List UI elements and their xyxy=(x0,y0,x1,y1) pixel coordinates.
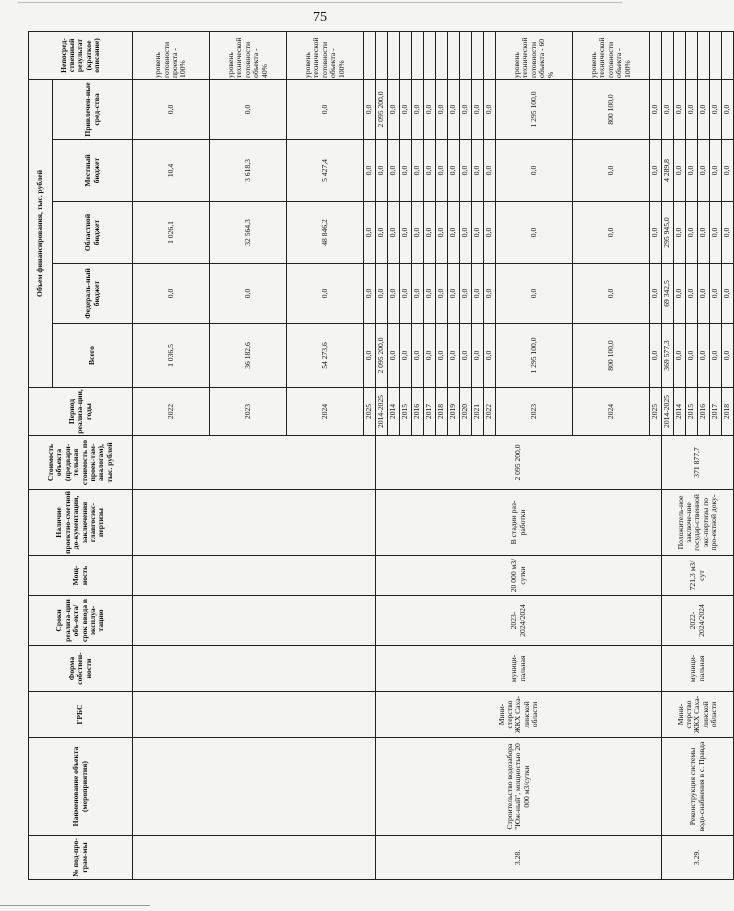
federal-cell: 0,0 xyxy=(364,264,376,324)
federal-cell: 0,0 xyxy=(484,264,496,324)
local-cell: 0,0 xyxy=(674,140,686,202)
total-cell: 54 273,6 xyxy=(287,324,364,388)
docs-cell xyxy=(133,490,376,556)
page-number: 75 xyxy=(313,10,327,25)
total-cell: 0,0 xyxy=(364,324,376,388)
object-grbs: Мини-стерство ЖКХ Саха-линской области xyxy=(376,692,662,738)
table-row xyxy=(662,31,674,879)
regional-cell: 0,0 xyxy=(496,202,573,264)
header-federal: Федераль-ный бюджет xyxy=(53,264,133,324)
funding-table xyxy=(28,31,734,880)
local-cell: 0,0 xyxy=(424,140,436,202)
attracted-cell: 0,0 xyxy=(133,79,210,139)
total-cell: 0,0 xyxy=(412,324,424,388)
object-grbs: Мини-стерство ЖКХ Саха-линской области xyxy=(662,692,734,738)
attracted-cell: 0,0 xyxy=(686,79,698,139)
local-cell: 0,0 xyxy=(472,140,484,202)
attracted-cell: 0,0 xyxy=(448,79,460,139)
object-power: 721,3 м3/сут xyxy=(662,556,734,596)
local-cell: 0,0 xyxy=(448,140,460,202)
period-cell: 2025 xyxy=(650,388,662,436)
attracted-cell: 2 095 200,0 xyxy=(376,79,388,139)
header-cost: Стоимость объекта (предвари-тельная стоимость по проек-там-аналогам), тыс. рублей xyxy=(29,436,133,490)
total-cell: 0,0 xyxy=(388,324,400,388)
local-cell: 0,0 xyxy=(400,140,412,202)
attracted-cell: 0,0 xyxy=(722,79,734,139)
regional-cell: 0,0 xyxy=(400,202,412,264)
local-cell: 0,0 xyxy=(460,140,472,202)
period-cell: 2014 xyxy=(388,388,400,436)
attracted-cell: 0,0 xyxy=(412,79,424,139)
header-attracted: Привлечен-ные сред-ства xyxy=(53,79,133,139)
result-cell xyxy=(364,31,376,79)
attracted-cell: 0,0 xyxy=(460,79,472,139)
power-cell xyxy=(133,556,376,596)
local-cell: 0,0 xyxy=(496,140,573,202)
federal-cell: 0,0 xyxy=(436,264,448,324)
header-regional: Областной бюджет xyxy=(53,202,133,264)
federal-cell: 0,0 xyxy=(650,264,662,324)
local-cell: 0,0 xyxy=(686,140,698,202)
local-cell: 0,0 xyxy=(484,140,496,202)
federal-cell: 0,0 xyxy=(448,264,460,324)
object-term: 2023-2024/2024 xyxy=(376,596,662,646)
local-cell: 0,0 xyxy=(388,140,400,202)
result-cell: уровень технической готовности объекта - 100% xyxy=(573,31,650,79)
regional-cell: 0,0 xyxy=(388,202,400,264)
attracted-cell: 0,0 xyxy=(484,79,496,139)
regional-cell: 0,0 xyxy=(460,202,472,264)
local-cell: 0,0 xyxy=(412,140,424,202)
result-cell xyxy=(376,31,388,79)
regional-cell: 0,0 xyxy=(424,202,436,264)
regional-cell: 0,0 xyxy=(364,202,376,264)
result-cell xyxy=(388,31,400,79)
federal-cell: 0,0 xyxy=(710,264,722,324)
attracted-cell: 0,0 xyxy=(674,79,686,139)
result-cell xyxy=(662,31,674,79)
period-cell: 2022 xyxy=(133,388,210,436)
table-body xyxy=(133,31,734,879)
period-cell: 2017 xyxy=(424,388,436,436)
period-cell: 2015 xyxy=(400,388,412,436)
local-cell: 0,0 xyxy=(436,140,448,202)
attracted-cell: 1 295 100,0 xyxy=(496,79,573,139)
regional-cell: 0,0 xyxy=(472,202,484,264)
table-row xyxy=(376,31,388,879)
federal-cell: 0,0 xyxy=(287,264,364,324)
attracted-cell: 800 100,0 xyxy=(573,79,650,139)
result-cell xyxy=(448,31,460,79)
object-ownership: муници-пальная xyxy=(662,646,734,692)
attracted-cell: 0,0 xyxy=(698,79,710,139)
period-cell: 2024 xyxy=(573,388,650,436)
total-cell: 0,0 xyxy=(460,324,472,388)
federal-cell: 0,0 xyxy=(388,264,400,324)
period-cell: 2018 xyxy=(436,388,448,436)
period-cell: 2016 xyxy=(698,388,710,436)
result-cell: уровень готовности проекта - 100% xyxy=(133,31,210,79)
total-cell: 0,0 xyxy=(722,324,734,388)
regional-cell: 0,0 xyxy=(376,202,388,264)
header-term: Сроки реализа-ции объ-екта/срок ввода в эксплуа-тацию xyxy=(29,596,133,646)
federal-cell: 0,0 xyxy=(573,264,650,324)
total-cell: 1 295 100,0 xyxy=(496,324,573,388)
header-docs: Наличие проектно-сметной до-кументации, заключения главгосэкс-пертизы xyxy=(29,490,133,556)
header-period: Период реализа-ции, годы xyxy=(29,388,133,436)
total-cell: 0,0 xyxy=(686,324,698,388)
result-cell xyxy=(698,31,710,79)
period-cell: 2018 xyxy=(722,388,734,436)
result-cell xyxy=(424,31,436,79)
header-power: Мощ-ность xyxy=(29,556,133,596)
federal-cell: 0,0 xyxy=(674,264,686,324)
local-cell: 0,0 xyxy=(376,140,388,202)
regional-cell: 295 945,0 xyxy=(662,202,674,264)
table-row xyxy=(133,31,210,879)
attracted-cell: 0,0 xyxy=(710,79,722,139)
attracted-cell: 0,0 xyxy=(364,79,376,139)
total-cell: 0,0 xyxy=(424,324,436,388)
attracted-cell: 0,0 xyxy=(210,79,287,139)
period-cell: 2014-2025 xyxy=(376,388,388,436)
regional-cell: 0,0 xyxy=(710,202,722,264)
result-cell xyxy=(710,31,722,79)
object-name: Строительство водозабора "Юж-ный", мощностью 20 000 м3/сутки xyxy=(376,738,662,836)
federal-cell: 69 342,5 xyxy=(662,264,674,324)
result-cell xyxy=(460,31,472,79)
federal-cell: 0,0 xyxy=(210,264,287,324)
attracted-cell: 0,0 xyxy=(388,79,400,139)
top-rule xyxy=(18,2,622,3)
result-cell: уровень технической готовности объекта - 100% xyxy=(287,31,364,79)
result-cell xyxy=(722,31,734,79)
regional-cell: 32 564,3 xyxy=(210,202,287,264)
regional-cell: 0,0 xyxy=(573,202,650,264)
total-cell: 0,0 xyxy=(698,324,710,388)
header-name: Наименование объекта (мероприятия) xyxy=(29,738,133,836)
local-cell: 5 427,4 xyxy=(287,140,364,202)
object-docs: Положитель-ное заключе-ние государ-ственной экс-пертизы по про-ектной доку- xyxy=(662,490,734,556)
local-cell: 0,0 xyxy=(364,140,376,202)
result-cell xyxy=(412,31,424,79)
total-cell: 0,0 xyxy=(650,324,662,388)
object-cost: 371 877,7 xyxy=(662,436,734,490)
result-cell xyxy=(674,31,686,79)
federal-cell: 0,0 xyxy=(400,264,412,324)
total-cell: 0,0 xyxy=(436,324,448,388)
regional-cell: 0,0 xyxy=(674,202,686,264)
attracted-cell: 0,0 xyxy=(424,79,436,139)
regional-cell: 0,0 xyxy=(686,202,698,264)
period-cell: 2023 xyxy=(496,388,573,436)
local-cell: 3 618,3 xyxy=(210,140,287,202)
period-cell: 2021 xyxy=(472,388,484,436)
local-cell: 10,4 xyxy=(133,140,210,202)
header-ownership: Форма собствен-ности xyxy=(29,646,133,692)
num-cell xyxy=(133,836,376,880)
regional-cell: 0,0 xyxy=(698,202,710,264)
local-cell: 0,0 xyxy=(710,140,722,202)
object-number: 3.29. xyxy=(662,836,734,880)
total-cell: 36 182,6 xyxy=(210,324,287,388)
result-cell xyxy=(400,31,412,79)
local-cell: 0,0 xyxy=(722,140,734,202)
header-grbs: ГРБС xyxy=(29,692,133,738)
bottom-rule xyxy=(0,905,150,906)
rotated-table-container xyxy=(28,32,732,880)
regional-cell: 0,0 xyxy=(484,202,496,264)
period-cell: 2020 xyxy=(460,388,472,436)
period-cell: 2014-2025 xyxy=(662,388,674,436)
total-cell: 2 095 200,0 xyxy=(376,324,388,388)
attracted-cell: 0,0 xyxy=(650,79,662,139)
federal-cell: 0,0 xyxy=(722,264,734,324)
total-cell: 1 036,5 xyxy=(133,324,210,388)
result-cell xyxy=(484,31,496,79)
local-cell: 4 289,8 xyxy=(662,140,674,202)
header-total: Всего xyxy=(53,324,133,388)
result-cell: уровень технической готовности объекта - 40% xyxy=(210,31,287,79)
result-cell: уровень технической готовности объекта - 60 % xyxy=(496,31,573,79)
header-funding-group: Объем финансирования, тыс. рублей xyxy=(29,79,53,387)
object-power: 20 000 м3/сутки xyxy=(376,556,662,596)
total-cell: 369 577,3 xyxy=(662,324,674,388)
object-term: 2022-2024/2024 xyxy=(662,596,734,646)
period-cell: 2022 xyxy=(484,388,496,436)
federal-cell: 0,0 xyxy=(412,264,424,324)
attracted-cell: 0,0 xyxy=(287,79,364,139)
result-cell xyxy=(436,31,448,79)
period-cell: 2024 xyxy=(287,388,364,436)
local-cell: 0,0 xyxy=(650,140,662,202)
total-cell: 800 100,0 xyxy=(573,324,650,388)
result-cell xyxy=(686,31,698,79)
regional-cell: 1 026,1 xyxy=(133,202,210,264)
object-docs: В стадии раз-работки xyxy=(376,490,662,556)
grbs-cell xyxy=(133,692,376,738)
regional-cell: 0,0 xyxy=(448,202,460,264)
federal-cell: 0,0 xyxy=(686,264,698,324)
federal-cell: 0,0 xyxy=(133,264,210,324)
federal-cell: 0,0 xyxy=(424,264,436,324)
period-cell: 2014 xyxy=(674,388,686,436)
object-number: 3.28. xyxy=(376,836,662,880)
object-ownership: муници-пальная xyxy=(376,646,662,692)
regional-cell: 0,0 xyxy=(650,202,662,264)
period-cell: 2015 xyxy=(686,388,698,436)
total-cell: 0,0 xyxy=(710,324,722,388)
local-cell: 0,0 xyxy=(573,140,650,202)
object-cost: 2 095 200,0 xyxy=(376,436,662,490)
federal-cell: 0,0 xyxy=(460,264,472,324)
result-cell xyxy=(472,31,484,79)
attracted-cell: 0,0 xyxy=(436,79,448,139)
period-cell: 2023 xyxy=(210,388,287,436)
regional-cell: 0,0 xyxy=(412,202,424,264)
period-cell: 2017 xyxy=(710,388,722,436)
total-cell: 0,0 xyxy=(400,324,412,388)
header-local: Местный бюджет xyxy=(53,140,133,202)
regional-cell: 48 846,2 xyxy=(287,202,364,264)
total-cell: 0,0 xyxy=(472,324,484,388)
total-cell: 0,0 xyxy=(674,324,686,388)
object-name: Реконструкция системы водо-снабжения в с. Правда xyxy=(662,738,734,836)
regional-cell: 0,0 xyxy=(722,202,734,264)
total-cell: 0,0 xyxy=(448,324,460,388)
federal-cell: 0,0 xyxy=(472,264,484,324)
cost-cell xyxy=(133,436,376,490)
period-cell: 2025 xyxy=(364,388,376,436)
attracted-cell: 0,0 xyxy=(400,79,412,139)
federal-cell: 0,0 xyxy=(698,264,710,324)
ownership-cell xyxy=(133,646,376,692)
name-cell xyxy=(133,738,376,836)
period-cell: 2019 xyxy=(448,388,460,436)
term-cell xyxy=(133,596,376,646)
result-cell xyxy=(650,31,662,79)
federal-cell: 0,0 xyxy=(376,264,388,324)
attracted-cell: 0,0 xyxy=(662,79,674,139)
period-cell: 2016 xyxy=(412,388,424,436)
regional-cell: 0,0 xyxy=(436,202,448,264)
attracted-cell: 0,0 xyxy=(472,79,484,139)
header-result: Непосред-ственный результат (краткое описание) xyxy=(29,31,133,79)
federal-cell: 0,0 xyxy=(496,264,573,324)
header-num: № под-про-грам-мы xyxy=(29,836,133,880)
total-cell: 0,0 xyxy=(484,324,496,388)
local-cell: 0,0 xyxy=(698,140,710,202)
